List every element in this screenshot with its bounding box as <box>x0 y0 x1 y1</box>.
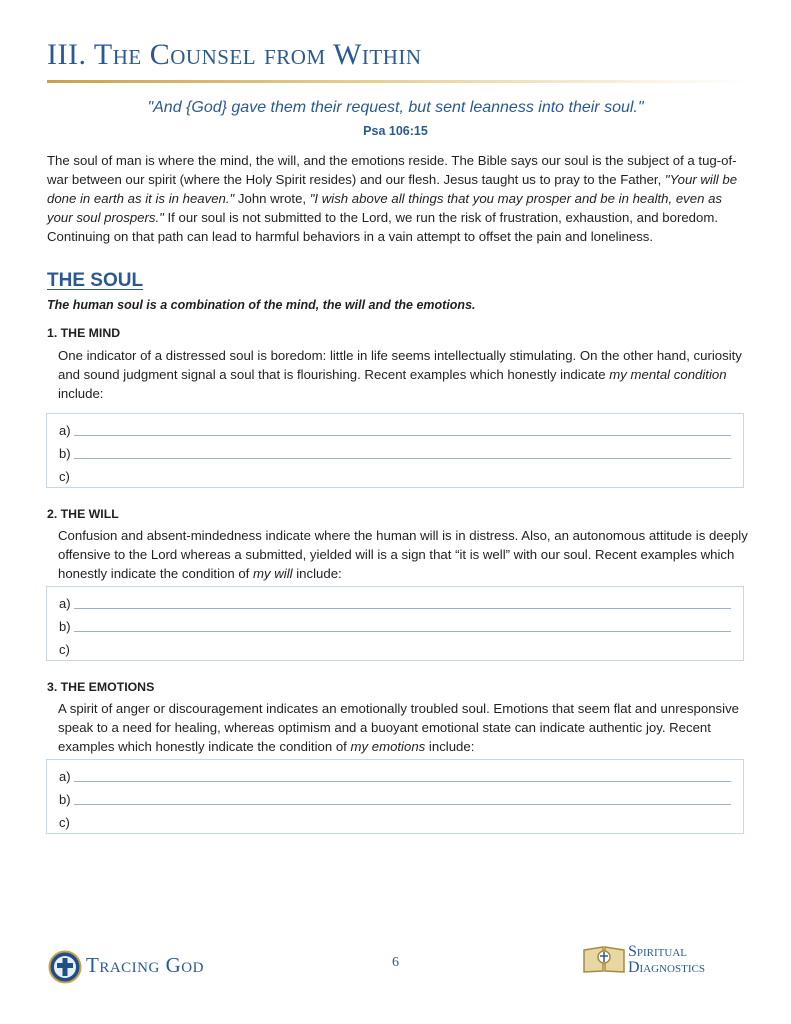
answer-label: c) <box>59 815 70 830</box>
answer-row[interactable] <box>59 812 731 832</box>
answer-row[interactable] <box>59 593 731 613</box>
emotions-text: A spirit of anger or discouragement indicates an emotionally troubled soul. Emotions that seem flat and unresponsive speak to a need for healing, whereas optimism and a buoyant emotional state can indicate authentic joy. Recent examples which honestly indicate the condition of <box>58 701 740 754</box>
section-title-soul: THE SOUL <box>47 270 144 291</box>
will-emphasis: my will <box>253 566 293 581</box>
scripture-reference: Psa 106:15 <box>363 124 428 138</box>
answer-box-mind <box>46 413 744 488</box>
answer-label: b) <box>59 446 71 461</box>
book-icon <box>582 944 626 979</box>
answer-line[interactable] <box>74 781 731 782</box>
brand-line-2: Diagnostics <box>628 959 705 976</box>
intro-quote-1: "Your will be done in earth as it is in heaven." <box>47 172 738 206</box>
answer-row[interactable] <box>59 616 731 636</box>
answer-row[interactable] <box>59 420 731 440</box>
answer-line[interactable] <box>74 608 731 609</box>
paragraph-emotions <box>58 699 748 756</box>
answer-line[interactable] <box>74 804 731 805</box>
answer-row[interactable] <box>59 443 731 463</box>
will-after: include: <box>292 566 342 581</box>
emotions-emphasis: my emotions <box>350 739 426 754</box>
answer-label: c) <box>59 469 70 484</box>
mind-text: One indicator of a distressed soul is boredom: little in life seems intellectually stimulating. On the other hand, curiosity and sound judgment signal a soul that is flourishing. Recent examples which honestly indicate <box>58 348 742 382</box>
emotions-after: include: <box>425 739 475 754</box>
paragraph-will <box>58 526 748 583</box>
intro-text-3: If our soul is not submitted to the Lord, we run the risk of frustration, exhaustion, and boredom. Continuing on that path can lead to harmful behaviors in a vain attempt to offset the pain and loneliness. <box>47 210 718 244</box>
answer-label: a) <box>59 596 71 611</box>
paragraph-mind <box>58 346 748 403</box>
answer-line[interactable] <box>74 458 731 459</box>
answer-box-will <box>46 586 744 661</box>
answer-line[interactable] <box>74 435 731 436</box>
answer-row[interactable] <box>59 766 731 786</box>
will-text: Confusion and absent-mindedness indicate where the human will is in distress. Also, an autonomous attitude is deeply offensive to the Lord whereas a submitted, yielded will is a sign that “it is well” with our soul. Recent examples which honestly indicate the condition of <box>58 528 748 581</box>
page-title: III. The Counsel from Within <box>47 38 422 71</box>
tracing-god-logo-text: Tracing God <box>86 953 204 977</box>
answer-label: a) <box>59 769 71 784</box>
brand-line-1: Spiritual <box>628 943 688 960</box>
spiritual-diagnostics-logo-text <box>628 944 705 976</box>
answer-label: c) <box>59 642 70 657</box>
answer-label: a) <box>59 423 71 438</box>
heading-emotions: 3. THE EMOTIONS <box>47 680 155 694</box>
intro-text-2: John wrote, <box>234 191 310 206</box>
answer-row[interactable] <box>59 789 731 809</box>
answer-label: b) <box>59 619 71 634</box>
scripture-quote: "And {God} gave them their request, but sent leanness into their soul." <box>147 99 644 116</box>
answer-label: b) <box>59 792 71 807</box>
page-number: 6 <box>392 955 399 970</box>
intro-paragraph <box>47 151 747 246</box>
answer-line[interactable] <box>74 631 731 632</box>
answer-row[interactable] <box>59 639 731 659</box>
mind-after: include: <box>58 386 104 401</box>
intro-text-1: The soul of man is where the mind, the will, and the emotions reside. The Bible says our soul is the subject of a tug-of-war between our spirit (where the Holy Spirit resides) and our flesh. Jesus taught us to pray to the Father, <box>47 153 737 187</box>
heading-mind: 1. THE MIND <box>47 326 121 340</box>
title-divider <box>47 80 747 83</box>
answer-row[interactable] <box>59 466 731 486</box>
answer-box-emotions <box>46 759 744 834</box>
mind-emphasis: my mental condition <box>609 367 727 382</box>
heading-will: 2. THE WILL <box>47 507 119 521</box>
section-subtitle: The human soul is a combination of the mind, the will and the emotions. <box>47 298 476 312</box>
intro-quote-2: "I wish above all things that you may prosper and be in health, even as your soul prospers." <box>47 191 723 225</box>
